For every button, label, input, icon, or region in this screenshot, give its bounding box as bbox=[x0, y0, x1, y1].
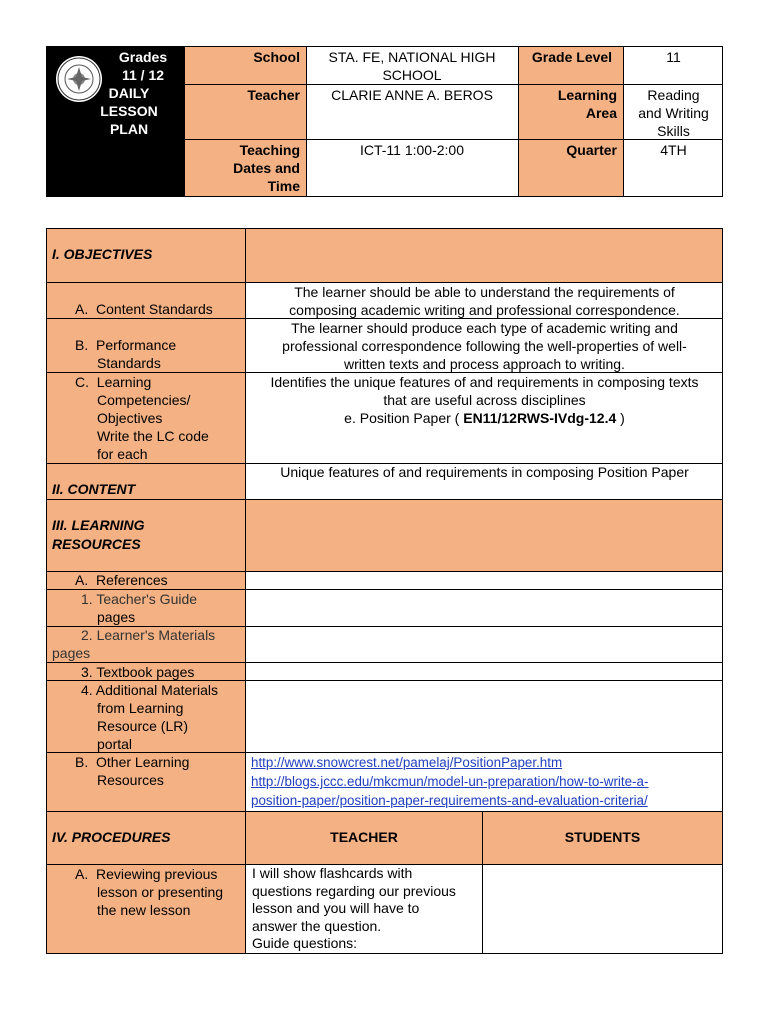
references-label: A. References bbox=[75, 572, 168, 588]
additional-line: from Learning bbox=[97, 700, 184, 716]
quarter-label: Quarter bbox=[566, 142, 617, 158]
content-standards-label: A. Content Standards bbox=[75, 301, 213, 317]
content-text: Unique features of and requirements in composing Position Paper bbox=[280, 464, 689, 480]
dlp-line: DAILY bbox=[108, 85, 150, 101]
other-resources-label bbox=[75, 753, 189, 789]
lc-code: EN11/12RWS-IVdg-12.4 bbox=[463, 410, 617, 426]
objectives-heading: I. OBJECTIVES bbox=[52, 246, 153, 262]
students-column-header: STUDENTS bbox=[564, 829, 641, 845]
learners-materials-label bbox=[52, 626, 215, 662]
grade-level-label: Grade Level bbox=[531, 49, 613, 65]
content-heading: II. CONTENT bbox=[52, 481, 136, 497]
performance-text-line: professional correspondence following the well-properties of well- bbox=[282, 338, 687, 354]
content-standards-line: The learner should be able to understand the requirements of bbox=[294, 284, 675, 300]
school-value bbox=[308, 48, 516, 84]
performance-label bbox=[75, 336, 176, 372]
reviewing-teacher-line: questions regarding our previous bbox=[252, 882, 456, 899]
reviewing-teacher-line: I will show flashcards with bbox=[252, 865, 413, 881]
teachers-guide-line: 1. Teacher's Guide bbox=[81, 591, 198, 607]
learning-area-label bbox=[520, 86, 617, 122]
link-jccc-part1[interactable]: http://blogs.jccc.edu/mkcmun/model-un-preparation/how-to-write-a- bbox=[251, 774, 649, 789]
competencies-text-line: that are useful across disciplines bbox=[383, 392, 586, 408]
teaching-dates-line: Time bbox=[267, 178, 300, 194]
school-line: SCHOOL bbox=[382, 67, 442, 83]
reviewing-line: lesson or presenting bbox=[97, 884, 224, 900]
learning-area-line: Learning bbox=[557, 87, 617, 103]
teacher-label: Teacher bbox=[247, 87, 300, 103]
reviewing-teacher-line: lesson and you will have to bbox=[252, 900, 420, 916]
additional-line: portal bbox=[97, 736, 133, 752]
performance-line: B. Performance bbox=[75, 337, 177, 353]
link-snowcrest[interactable]: http://www.snowcrest.net/pamelaj/PositionPaper.htm bbox=[251, 755, 563, 770]
learners-materials-line: 2. Learner's Materials bbox=[81, 627, 216, 643]
resources-heading bbox=[52, 516, 145, 554]
competencies-line: for each bbox=[97, 446, 148, 462]
learners-materials-line: pages bbox=[52, 645, 91, 661]
learning-area-value-line: Skills bbox=[657, 123, 690, 139]
school-label: School bbox=[253, 49, 300, 65]
teaching-dates-line: Teaching bbox=[239, 142, 300, 158]
quarter-value: 4TH bbox=[660, 142, 687, 158]
additional-line: Resource (LR) bbox=[97, 718, 189, 734]
content-standards-line: composing academic writing and professional correspondence. bbox=[289, 302, 680, 318]
dlp-title bbox=[74, 84, 184, 138]
other-resources-links bbox=[251, 753, 721, 810]
grades-title bbox=[104, 48, 182, 84]
additional-materials-label bbox=[81, 681, 218, 753]
learning-area-line: Area bbox=[585, 105, 617, 121]
performance-text bbox=[247, 319, 722, 373]
teaching-dates-label bbox=[186, 141, 300, 195]
performance-line: Standards bbox=[97, 355, 161, 371]
teacher-column-header: TEACHER bbox=[330, 829, 398, 845]
dlp-line: PLAN bbox=[109, 121, 149, 137]
resources-row-bg bbox=[46, 499, 723, 571]
other-resources-line: Resources bbox=[97, 772, 164, 788]
reviewing-teacher-line: answer the question. bbox=[252, 917, 382, 934]
content-standards-text bbox=[247, 283, 722, 319]
competencies-text bbox=[247, 373, 722, 427]
position-paper-item bbox=[247, 409, 722, 427]
position-paper-prefix: e. Position Paper ( bbox=[344, 410, 464, 426]
school-line: STA. FE, NATIONAL HIGH bbox=[328, 49, 496, 65]
position-paper-suffix: ) bbox=[616, 410, 625, 426]
learning-area-value bbox=[625, 86, 722, 140]
performance-text-line: written texts and process approach to writing. bbox=[344, 356, 625, 372]
dlp-line: LESSON bbox=[100, 103, 158, 119]
competencies-label bbox=[75, 373, 209, 463]
reviewing-label bbox=[75, 865, 223, 919]
competencies-line: Objectives bbox=[97, 410, 163, 426]
teaching-dates-value: ICT-11 1:00-2:00 bbox=[359, 142, 465, 158]
procedures-heading: IV. PROCEDURES bbox=[52, 829, 171, 845]
resources-heading-line: III. LEARNING bbox=[52, 517, 145, 533]
grades-line: Grades bbox=[118, 49, 168, 65]
reviewing-teacher-text bbox=[252, 865, 480, 953]
teachers-guide-line: pages bbox=[97, 609, 136, 625]
teachers-guide-label bbox=[81, 590, 197, 626]
teaching-dates-line: Dates and bbox=[233, 160, 300, 176]
competencies-line: C. Learning bbox=[75, 374, 152, 390]
reviewing-line: the new lesson bbox=[97, 902, 191, 918]
additional-line: 4. Additional Materials bbox=[81, 682, 218, 698]
learning-area-value-line: and Writing bbox=[638, 105, 709, 121]
resources-heading-line: RESOURCES bbox=[52, 536, 141, 552]
teacher-value: CLARIE ANNE A. BEROS bbox=[331, 87, 493, 103]
competencies-line: Write the LC code bbox=[97, 428, 209, 444]
grade-level-value: 11 bbox=[666, 49, 681, 65]
reviewing-line: A. Reviewing previous bbox=[75, 866, 218, 882]
reviewing-teacher-line: Guide questions: bbox=[252, 935, 358, 951]
learning-area-value-line: Reading bbox=[647, 87, 700, 103]
grades-line: 11 / 12 bbox=[121, 67, 165, 83]
competencies-text-line: Identifies the unique features of and requirements in composing texts bbox=[270, 374, 699, 390]
competencies-line: Competencies/ bbox=[97, 392, 191, 408]
other-resources-line: B. Other Learning bbox=[75, 754, 190, 770]
textbook-label: 3. Textbook pages bbox=[81, 664, 195, 680]
link-jccc-part2[interactable]: position-paper/position-paper-requirements-and-evaluation-criteria/ bbox=[251, 793, 648, 808]
performance-text-line: The learner should produce each type of academic writing and bbox=[291, 320, 678, 336]
